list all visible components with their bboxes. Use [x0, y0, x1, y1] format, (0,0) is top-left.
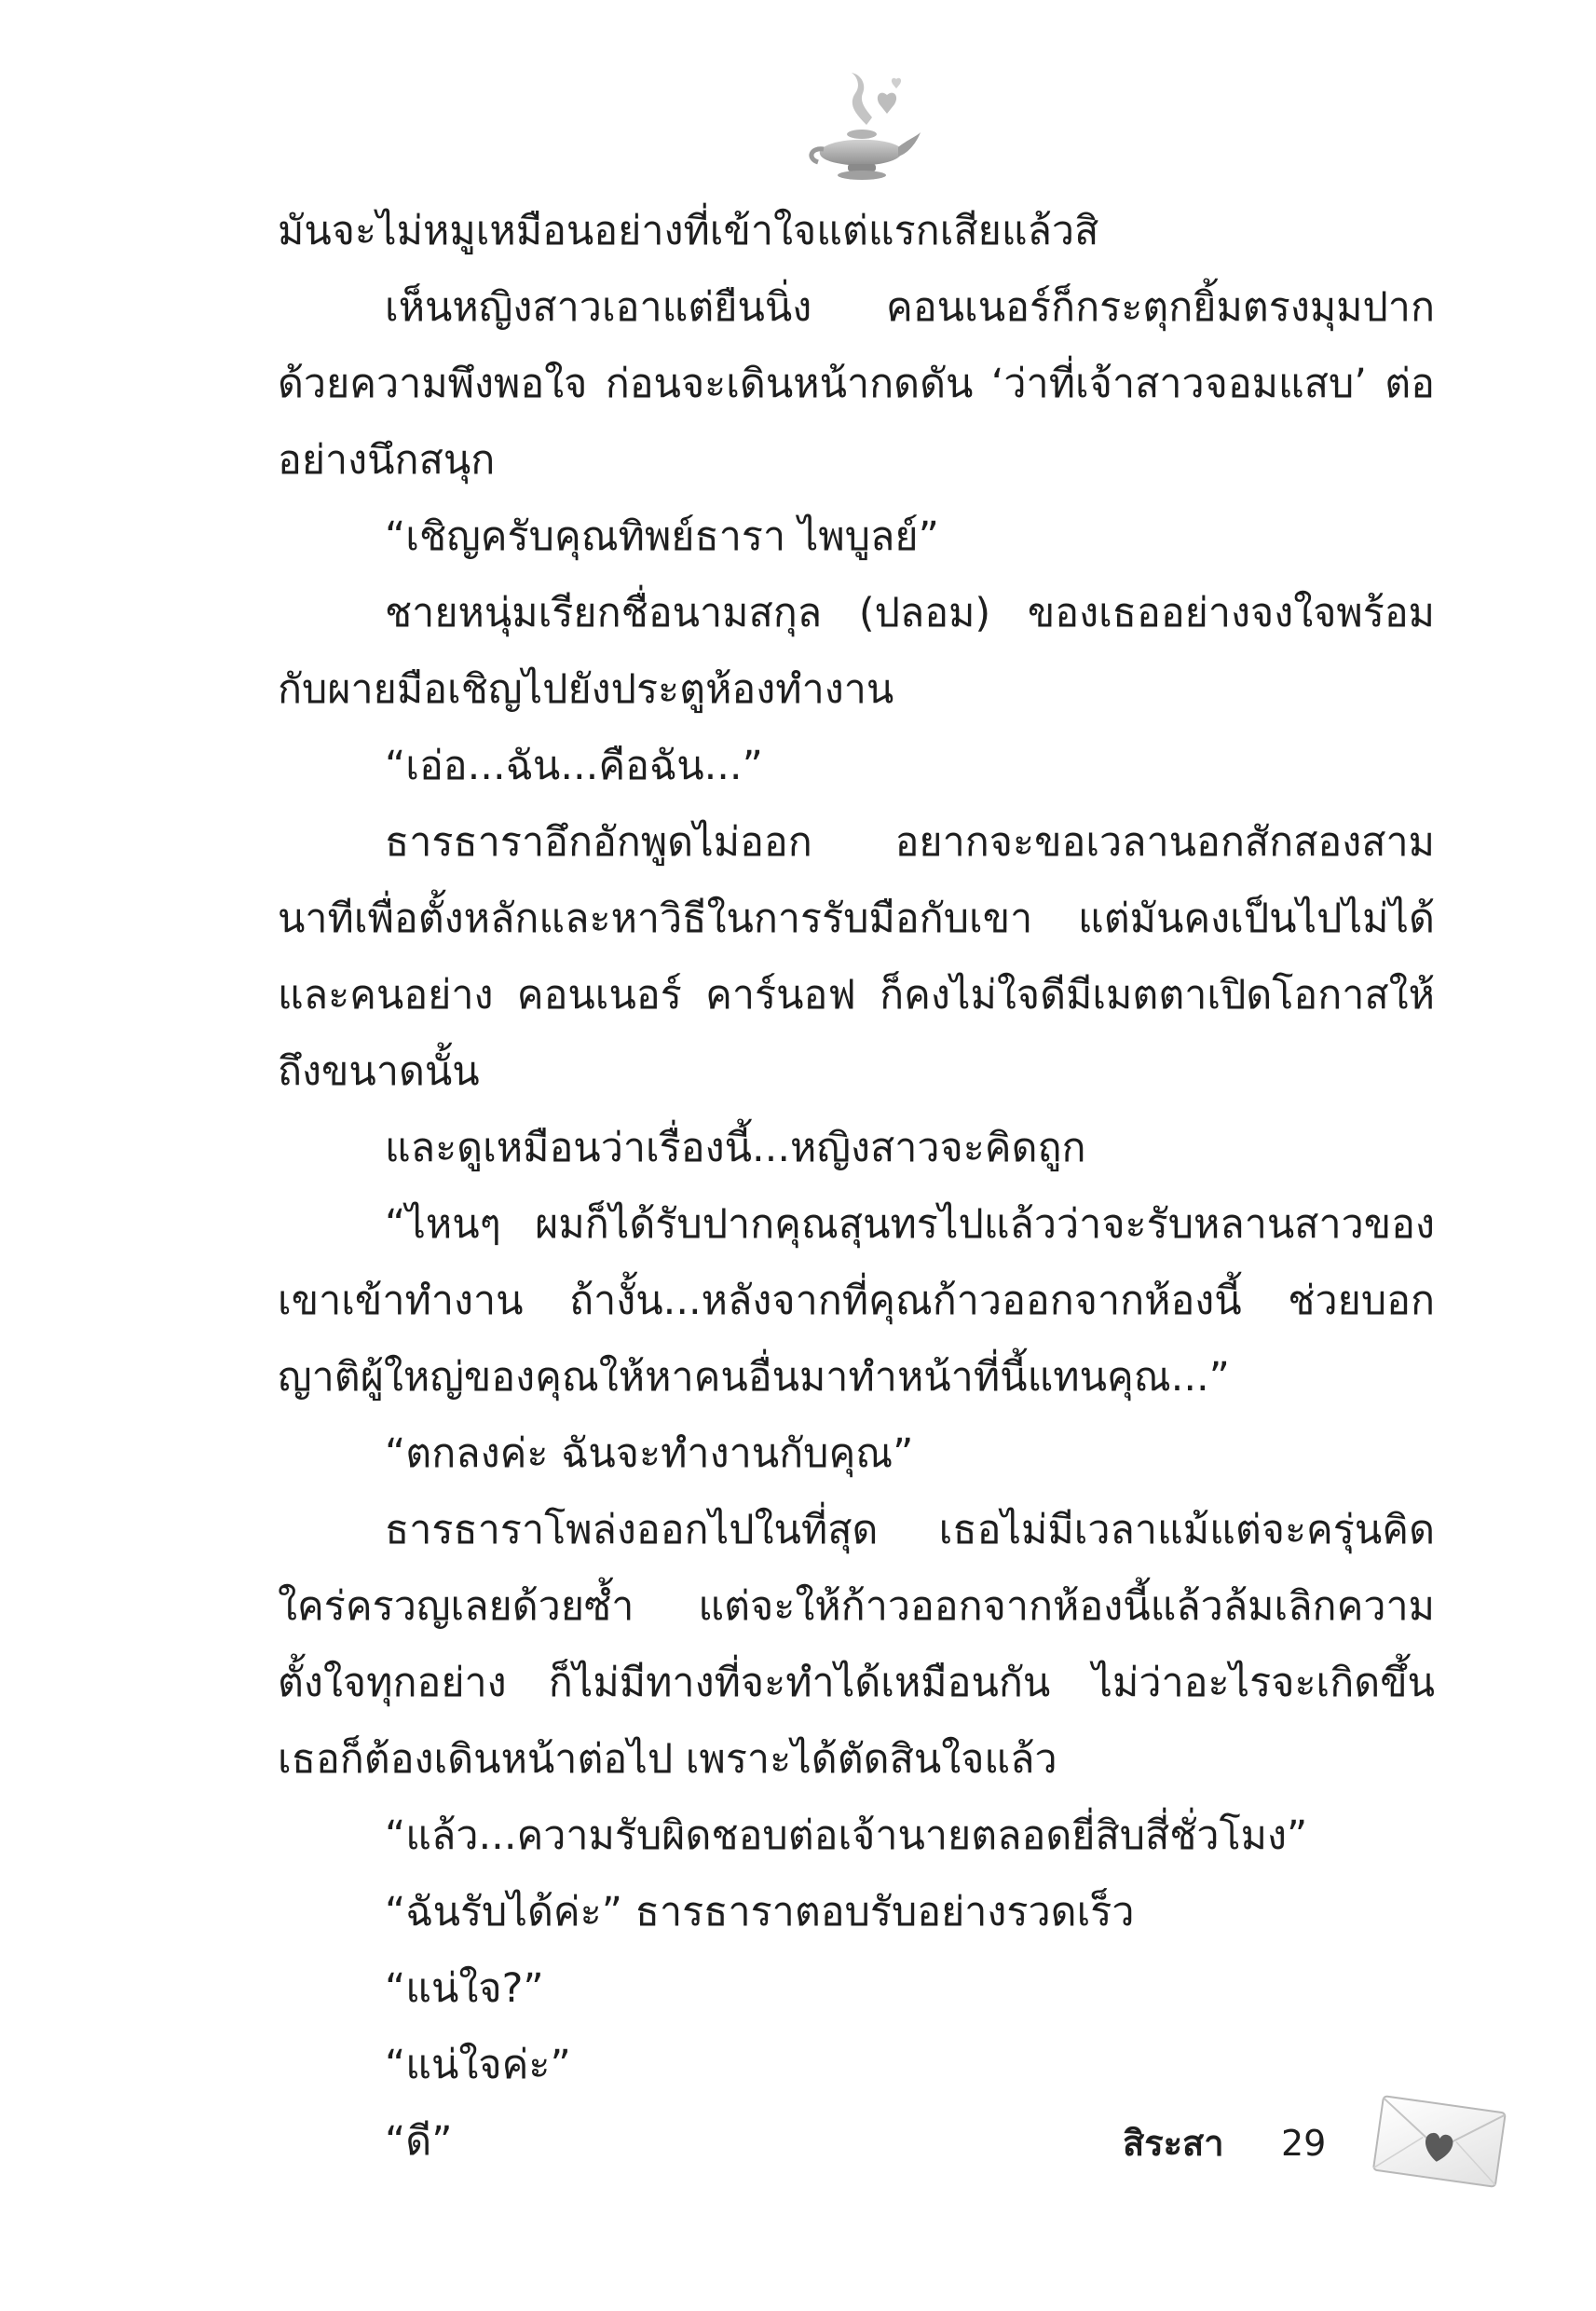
paragraph: “ดี”	[385, 2118, 453, 2165]
body-text	[278, 193, 1435, 2180]
paragraph: “ฉันรับได้ค่ะ” ธารธาราตอบรับอย่างรวดเร็ว	[385, 1889, 1135, 1935]
genie-lamp-heart-icon	[801, 67, 922, 188]
paragraph: ธารธาราโพล่งออกไปในที่สุด เธอไม่มีเวลาแม้แต่จะครุ่นคิดใคร่ครวญเลยด้วยซ้ำ แต่จะให้ก้าวออกจากห้องนี้แล้วล้มเลิกความตั้งใจทุกอย่าง ก็ไม่มีทางที่จะทำได้เหมือนกัน ไม่ว่าอะไรจะเกิดขึ้นเธอก็ต้องเดินหน้าต่อไป เพราะได้ตัดสินใจแล้ว	[278, 1507, 1435, 1783]
paragraph: “เชิญครับคุณทิพย์ธารา ไพบูลย์”	[385, 513, 939, 560]
paragraph: ธารธาราอึกอักพูดไม่ออก อยากจะขอเวลานอกสักสองสามนาทีเพื่อตั้งหลักและหาวิธีในการรับมือกับเขา แต่มันคงเป็นไปไม่ได้ และคนอย่าง คอนเนอร์ คาร์นอฟ ก็คงไม่ใจดีมีเมตตาเปิดโอกาสให้ถึงขนาดนั้น	[278, 819, 1435, 1095]
paragraph: ชายหนุ่มเรียกชื่อนามสกุล (ปลอม) ของเธออย่างจงใจพร้อมกับผายมือเชิญไปยังประตูห้องทำงาน	[278, 590, 1435, 713]
paragraph: มันจะไม่หมูเหมือนอย่างที่เข้าใจแต่แรกเสียแล้วสิ	[278, 208, 1099, 254]
paragraph: “ตกลงค่ะ ฉันจะทำงานกับคุณ”	[385, 1430, 914, 1477]
paragraph: “แน่ใจค่ะ”	[385, 2042, 571, 2088]
paragraph: “ไหนๆ ผมก็ได้รับปากคุณสุนทรไปแล้วว่าจะรับหลานสาวของเขาเข้าทำงาน ถ้างั้น...หลังจากที่คุณก้าวออกจากห้องนี้ ช่วยบอกญาติผู้ใหญ่ของคุณให้หาคนอื่นมาทำหน้าที่นี้แทนคุณ...”	[278, 1201, 1435, 1401]
envelope-heart-icon	[1365, 2087, 1514, 2195]
paragraph: และดูเหมือนว่าเรื่องนี้...หญิงสาวจะคิดถูก	[385, 1125, 1086, 1171]
paragraph: “เอ่อ...ฉัน...คือฉัน...”	[385, 743, 763, 789]
page-number: 29	[1281, 2123, 1327, 2164]
paragraph: “แล้ว...ความรับผิดชอบต่อเจ้านายตลอดยี่สิบสี่ชั่วโมง”	[385, 1812, 1308, 1859]
running-footer-title: สิระสา	[1123, 2123, 1224, 2164]
paragraph: เห็นหญิงสาวเอาแต่ยืนนิ่ง คอนเนอร์ก็กระตุกยิ้มตรงมุมปากด้วยความพึงพอใจ ก่อนจะเดินหน้ากดดัน ‘ว่าที่เจ้าสาวจอมแสบ’ ต่ออย่างนึกสนุก	[278, 284, 1435, 484]
paragraph: “แน่ใจ?”	[385, 1965, 544, 2012]
